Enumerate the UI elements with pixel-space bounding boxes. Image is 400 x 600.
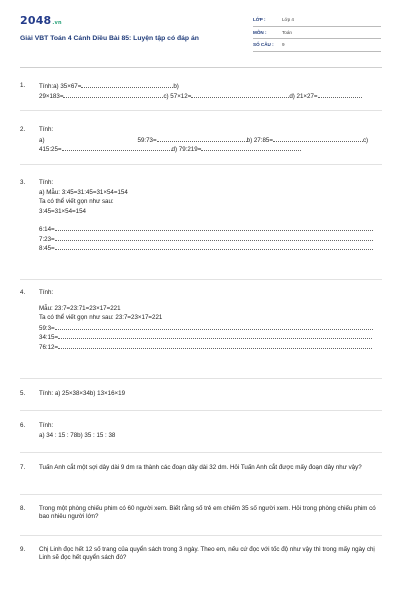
question-number: 9. xyxy=(20,546,26,553)
question-body xyxy=(39,505,382,521)
question-text: Tính: xyxy=(39,179,54,186)
question-separator xyxy=(20,535,382,536)
meta-value: Toán xyxy=(282,29,292,35)
question-separator xyxy=(20,164,382,165)
meta-value: 9 xyxy=(282,42,285,47)
question-line xyxy=(39,92,382,102)
question-text: 415:25= xyxy=(39,146,62,153)
question-text: b) 27:85= xyxy=(246,136,273,144)
example-text: 3:45=31×54=154 xyxy=(39,207,86,215)
question-text: d) 79:219= xyxy=(171,146,202,153)
question-separator xyxy=(20,378,382,379)
answer-blank[interactable] xyxy=(81,82,173,88)
question-line xyxy=(39,198,382,208)
logo-main: 2048 xyxy=(20,14,52,27)
question-text: c) 57×12= xyxy=(163,92,192,100)
question-text: d) 21×27= xyxy=(289,92,318,100)
question-body xyxy=(39,82,382,101)
answer-blank[interactable] xyxy=(63,92,163,98)
answer-blank[interactable] xyxy=(55,235,373,241)
logo-suffix: .vn xyxy=(52,20,62,26)
header-divider xyxy=(20,67,382,68)
meta-label: MÔN : xyxy=(253,29,267,35)
question-line xyxy=(39,145,382,155)
meta-row-subject xyxy=(253,27,381,40)
question-line xyxy=(39,324,382,334)
example-text: Ta có thể viết gọn như sau: 23:7=23×17=221 xyxy=(39,314,163,321)
example-text: Mẫu: 23:7=23:71=23×17=221 xyxy=(39,304,121,312)
answer-blank[interactable] xyxy=(62,145,172,151)
question-number: 6. xyxy=(20,422,26,429)
question-text: Tính: xyxy=(39,126,54,133)
meta-value: Lớp 4 xyxy=(282,17,294,22)
question-separator xyxy=(20,410,382,411)
question-text: 59:3= xyxy=(39,324,55,332)
question-number: 7. xyxy=(20,464,26,471)
question-body xyxy=(39,422,382,441)
question-text: b) xyxy=(173,83,179,90)
answer-blank[interactable] xyxy=(157,136,247,142)
question-line xyxy=(39,390,382,400)
question-number: 2. xyxy=(20,126,26,133)
page-title: Giải VBT Toán 4 Cánh Diều Bài 85: Luyện tập có đáp án xyxy=(20,35,199,42)
question-text: Trong một phòng chiếu phim có 60 người xem. Biết rằng số trẻ em chiếm 35 số người xem. Hỏi trong phòng chiếu phim có bao nhiêu người lớn? xyxy=(39,505,376,520)
answer-blank[interactable] xyxy=(318,92,362,98)
question-line xyxy=(39,432,382,442)
question-line xyxy=(39,189,382,199)
question-body xyxy=(39,390,382,400)
question-text: Tuấn Anh cắt một sợi dây dài 9 dm ra thành các đoạn dây dài 32 dm. Hỏi Tuấn Anh cắt được mấy đoạn dây như vậy? xyxy=(39,464,362,471)
question-separator xyxy=(20,110,382,111)
question-line xyxy=(39,225,382,235)
question-line xyxy=(39,126,382,136)
question-text: 76:12= xyxy=(39,343,59,351)
answer-blank[interactable] xyxy=(201,145,301,151)
question-text: a) xyxy=(39,136,45,144)
answer-blank[interactable] xyxy=(55,225,373,231)
question-text: Tính: a) 25×38×34b) 13×16×19 xyxy=(39,390,126,397)
question-separator xyxy=(20,494,382,495)
question-text: 8:45= xyxy=(39,245,55,252)
question-number: 4. xyxy=(20,289,26,296)
question-line xyxy=(39,244,382,254)
question-text: Chị Linh đọc hết 12 số trang của quyển sách trong 3 ngày. Theo em, nếu cứ đọc với tốc độ như vậy thì trong mấy ngày chị Linh sẽ đọc hết quyển sách đó? xyxy=(39,546,375,561)
answer-blank[interactable] xyxy=(273,136,363,142)
question-text: a) 34 : 15 : 78b) 35 : 15 : 38 xyxy=(39,431,116,439)
question-body xyxy=(39,546,382,562)
meta-row-count xyxy=(253,39,381,52)
question-text: Tính:a) 35×67= xyxy=(39,83,82,90)
question-body xyxy=(39,289,382,352)
question-number: 1. xyxy=(20,82,26,89)
answer-blank[interactable] xyxy=(58,333,372,339)
question-line xyxy=(39,289,382,299)
question-line xyxy=(39,314,382,324)
question-separator xyxy=(20,452,382,453)
question-line xyxy=(39,136,382,146)
question-line xyxy=(39,343,382,353)
question-text: Tính: xyxy=(39,422,54,429)
answer-blank[interactable] xyxy=(55,324,373,330)
meta-row-class xyxy=(253,14,381,27)
question-text: 34:15= xyxy=(39,334,59,341)
question-line xyxy=(39,208,382,218)
question-text: Tính: xyxy=(39,289,54,296)
question-text: c) xyxy=(362,136,369,144)
question-text: 6:14= xyxy=(39,226,55,233)
example-text: Ta có thể viết gọn như sau: xyxy=(39,198,114,205)
meta-table xyxy=(253,14,381,52)
answer-blank[interactable] xyxy=(58,343,372,349)
answer-blank[interactable] xyxy=(55,244,373,250)
question-number: 3. xyxy=(20,179,26,186)
answer-blank[interactable] xyxy=(191,92,289,98)
question-line xyxy=(39,82,382,92)
site-logo[interactable] xyxy=(20,14,62,28)
question-line xyxy=(39,333,382,343)
meta-label: LỚP : xyxy=(253,17,266,22)
example-text: a) Mẫu: 3:45=31:45=31×54=154 xyxy=(39,188,128,196)
page-header xyxy=(20,14,382,64)
question-text: 7:23= xyxy=(39,235,55,243)
question-text: 29×183= xyxy=(39,92,64,100)
question-line xyxy=(39,422,382,432)
question-body xyxy=(39,464,382,472)
question-separator xyxy=(20,279,382,280)
question-text: 59:73= xyxy=(137,136,157,144)
meta-label: SỐ CÂU : xyxy=(253,42,274,47)
question-line xyxy=(39,305,382,315)
question-line xyxy=(39,235,382,245)
question-body xyxy=(39,179,382,254)
question-number: 8. xyxy=(20,505,26,512)
question-line xyxy=(39,179,382,189)
question-number: 5. xyxy=(20,390,26,397)
question-body xyxy=(39,126,382,155)
